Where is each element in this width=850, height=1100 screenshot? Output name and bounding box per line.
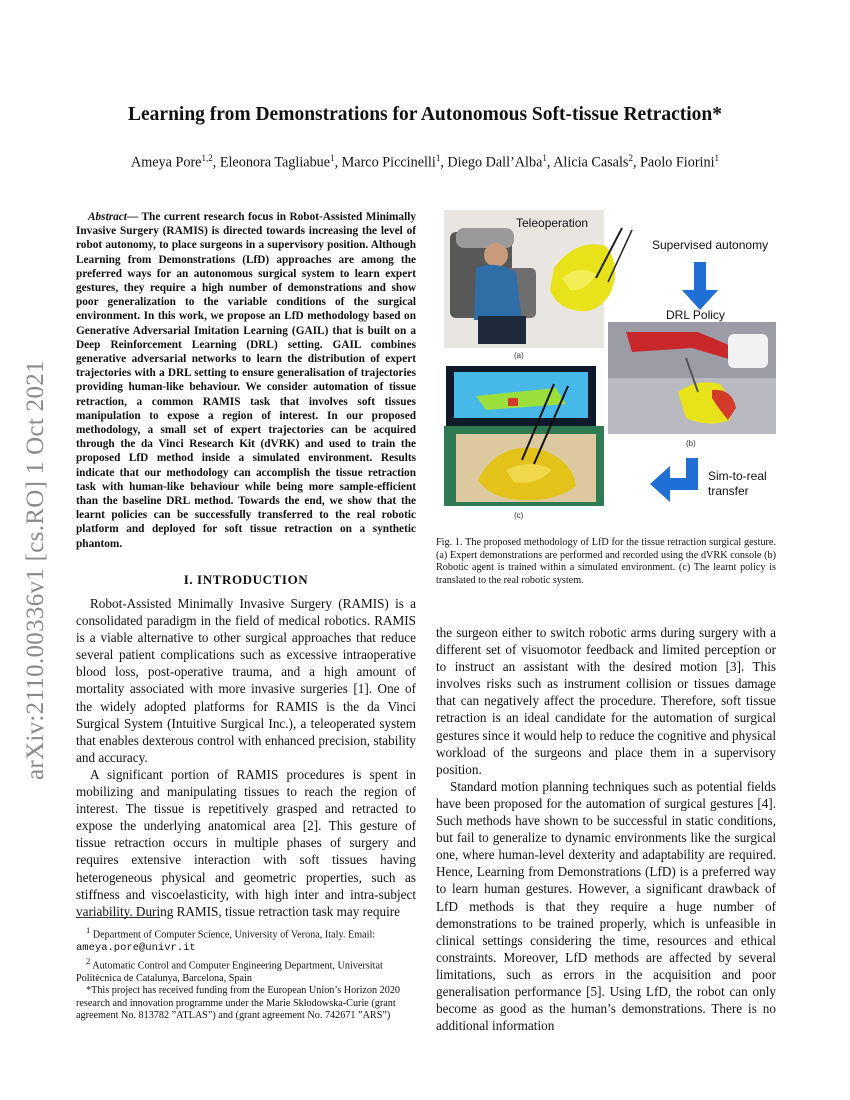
footnote-1-text: Department of Computer Science, University of Verona, Italy. Email:: [90, 929, 376, 941]
subfig-label-b: (b): [686, 439, 696, 448]
author-affiliation: 1: [714, 153, 720, 163]
subfig-label-a: (a): [514, 351, 524, 360]
author-name: Marco Piccinelli: [341, 154, 436, 171]
photo-teleoperation: [444, 210, 632, 360]
footnote-1-marker: 1: [86, 925, 91, 935]
footnote-2: [76, 955, 416, 986]
author-separator: ,: [334, 154, 342, 171]
intro-paragraph-1: Robot-Assisted Minimally Invasive Surgery (RAMIS) is a consolidated paradigm in the field of medical robotics. RAMIS is a viable alternative to other surgical approaches that reduce several patient complications such as excessive intraoperative blood loss, post-operative trauma, and a high amount of mortality associated with more invasive surgeries [1]. One of the widely adopted platforms for RAMIS is the da Vinci Surgical System (Intuitive Surgical Inc.), a teleoperated system that enables dexterous control with enhanced precision, stability and accuracy.: [76, 596, 416, 765]
author-list: [60, 153, 790, 172]
footnote-rule: [76, 917, 160, 918]
footnote-email-link[interactable]: ameya.pore@univr.it: [76, 941, 196, 954]
author-separator: ,: [632, 154, 641, 171]
label-drl-policy: DRL Policy: [666, 308, 725, 322]
figure-1: [436, 208, 776, 526]
footnotes: [76, 924, 416, 1023]
author-name: Diego Dall’Alba: [447, 154, 543, 171]
author-separator: ,: [546, 154, 554, 171]
author-affiliation: 1,2: [201, 153, 213, 163]
paper-title: Learning from Demonstrations for Autonomous Soft-tissue Retraction*: [128, 104, 722, 125]
abstract-label: Abstract: [88, 211, 127, 223]
figure-1-caption: Fig. 1. The proposed methodology of LfD for the tissue retraction surgical gesture. (a) Expert demonstrations are performed and recorded using the dVRK console (b) Robotic agent is trained within a simulated environment. (c) The learnt policy is translated to the real robotic system.: [436, 537, 776, 586]
right-column-text: [436, 624, 776, 1034]
intro-paragraph-2: A significant portion of RAMIS procedures is spent in mobilizing and manipulating tissues to reach the region of interest. The tissue is repetitively grasped and retracted to expose the underlying anatomical area [2]. This gesture of tissue retraction occurs in multiple phases of surgery and requires extensive interaction with soft tissues having heterogeneous physical and geometric properties, such as stiffness and viscoelasticity, with high inter and intra-subject variability. During RAMIS, tissue retraction task may require: [76, 766, 416, 919]
intro-left-column: [76, 595, 416, 920]
label-supervised-autonomy: Supervised autonomy: [652, 238, 769, 252]
label-sim-to-real-line-2: transfer: [708, 484, 749, 498]
author-affiliation: 1: [542, 153, 547, 163]
author-affiliation: 1: [330, 153, 335, 163]
footnote-2-marker: 2: [86, 955, 91, 966]
label-teleoperation: Teleoperation: [516, 216, 589, 230]
photo-real-robot: [444, 366, 604, 520]
footnote-2-text: Automatic Control and Computer Engineering Department, Universitat Politècnica de Catalunya, Barcelona, Spain: [76, 959, 383, 984]
right-paragraph-2: Standard motion planning techniques such as potential fields have been proposed for the automation of surgical gestures [4]. Such methods have shown to be successful in static conditions, but fail to generalize to dynamic environments like the surgical one, where human-level dexterity and adaptability are required. Hence, Learning from Demonstrations (LfD) is a preferred way to learn human gestures. However, a significant drawback of LfD methods is that they require a huge number of demonstrations to be trained properly, which is unfeasible in clinical settings considering the time, resources and ethical constraints. Moreover, LfD methods are affected by several limitations, such as errors in the acquisition and poor generalisation performance [5]. Using LfD, the robot can only become as good as the human’s demonstrations. There is no additional information: [436, 778, 776, 1034]
image-simulation: [608, 308, 776, 448]
author-affiliation: 2: [628, 153, 633, 163]
abstract-text: — The current research focus in Robot-Assisted Minimally Invasive Surgery (RAMIS) is directed towards increasing the level of robot autonomy, to place surgeons in a supervisory position. Although Learning from Demonstrations (LfD) approaches are among the preferred ways for an autonomous surgical system to learn expert gestures, they require a high number of demonstrations and show poor generalization to the variable conditions of the surgical environment. In this work, we propose an LfD methodology based on Generative Adversarial Imitation Learning (GAIL) that is built on a Deep Reinforcement Learning (DRL) setting. GAIL combines generative adversarial networks to learn the distribution of expert trajectories with a DRL setting to ensure generalisation of trajectories providing human-like behaviour. We consider automation of tissue retraction, a common RAMIS task that involves soft tissues manipulation to expose a region of interest. In our proposed methodology, a small set of expert trajectories can be acquired through the da Vinci Research Kit (dVRK) and used to train the proposed LfD method inside a simulated environment. Results indicate that our methodology can accomplish the tissue retraction task with human-like behaviour while being more sample-efficient than the baseline DRL method. Towards the end, we show that the learnt policies can be successfully transferred to the real robotic platform and deployed for soft tissue retraction on a synthetic phantom.: [76, 211, 416, 550]
right-paragraph-1: the surgeon either to switch robotic arms during surgery with a different set of visuomotor feedback and limited perception or to instruct an assistant with the desired motion [3]. This involves risks such as instrument collision or tissues damage that can negatively affect the procedure. Therefore, soft tissue retraction is an ideal candidate for the automation of surgical gestures since it would help to reduce the cognitive and physical workload of the surgeons and place them in a supervisory position.: [436, 625, 776, 777]
section-heading-introduction: I. INTRODUCTION: [183, 572, 309, 587]
author-name: Paolo Fiorini: [640, 154, 715, 171]
author-affiliation: 1: [435, 153, 441, 163]
arxiv-stamp: [12, 290, 56, 780]
author-name: Eleonora Tagliabue: [219, 154, 331, 171]
author-separator: ,: [212, 154, 220, 171]
author-name: Alicia Casals: [553, 154, 629, 171]
author-separator: ,: [440, 154, 448, 171]
sim-to-real-arrow: [650, 458, 767, 502]
footnote-funding: *This project has received funding from the European Union’s Horizon 2020 research and innovation programme under the Marie Skłodowska-Curie (grant agreement No. 813782 ”ATLAS”) and (grant agreement No. 742671 ”ARS”): [76, 985, 401, 1022]
label-sim-to-real-line-1: Sim-to-real: [708, 469, 767, 483]
supervised-autonomy-arrow: [652, 238, 768, 310]
arxiv-stamp-text: arXiv:2110.00336v1 [cs.RO] 1 Oct 2021: [22, 360, 49, 780]
author-name: Ameya Pore: [130, 154, 202, 171]
abstract: [76, 210, 416, 551]
subfig-label-c: (c): [514, 511, 524, 520]
footnote-1: [76, 924, 416, 955]
